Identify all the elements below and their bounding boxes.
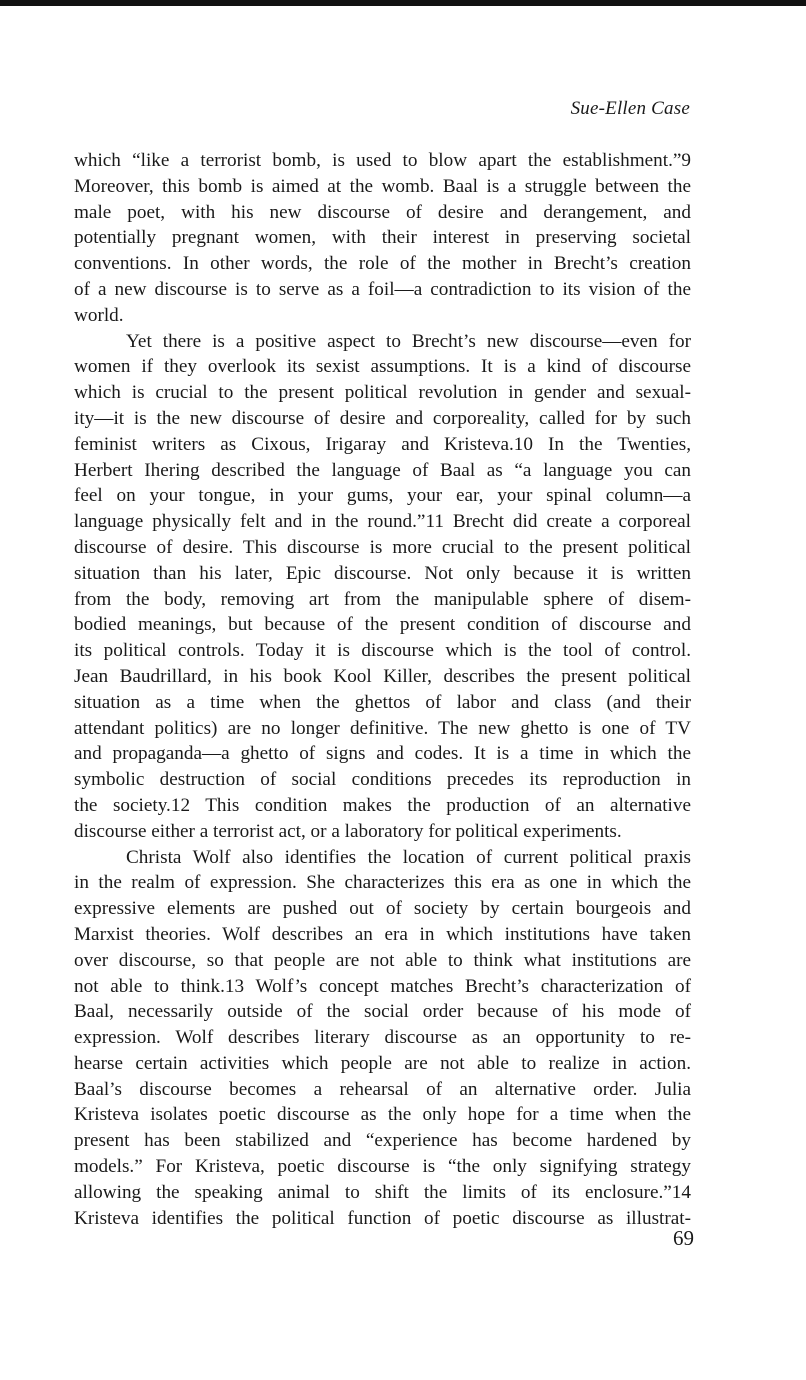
text-line: Jean Baudrillard, in his book Kool Killer, describes the present political: [74, 665, 691, 687]
text-line: feminist writers as Cixous, Irigaray and Kristeva.10 In the Twenties,: [74, 433, 691, 455]
text-line: which “like a terrorist bomb, is used to blow apart the establishment.”9: [74, 150, 691, 171]
text-line: world.: [74, 304, 124, 326]
text-line: not able to think.13 Wolf’s concept matches Brecht’s characterization of: [74, 975, 691, 997]
text-line: Kristeva isolates poetic discourse as the only hope for a time when the: [74, 1104, 691, 1126]
running-head: Sue-Ellen Case: [570, 98, 690, 119]
text-line: women if they overlook its sexist assumptions. It is a kind of discourse: [74, 356, 691, 378]
text-line: Baal, necessarily outside of the social order because of his mode of: [74, 1001, 691, 1023]
text-line: Marxist theories. Wolf describes an era in which institutions have taken: [74, 923, 691, 945]
text-line: in the realm of expression. She characterizes this era as one in which the: [74, 872, 691, 894]
text-line: language physically felt and in the round.”11 Brecht did create a corporeal: [74, 511, 691, 533]
text-line: present has been stabilized and “experience has become hardened by: [74, 1130, 691, 1152]
text-line: Moreover, this bomb is aimed at the womb. Baal is a struggle between the: [74, 175, 691, 197]
page-number: 69: [673, 1226, 694, 1250]
text-line: hearse certain activities which people are not able to realize in action.: [74, 1052, 691, 1074]
text-line: models.” For Kristeva, poetic discourse is “the only signifying strategy: [74, 1156, 691, 1178]
text-line: Herbert Ihering described the language of Baal as “a language you can: [74, 459, 691, 481]
text-line: discourse of desire. This discourse is more crucial to the present political: [74, 536, 691, 558]
text-line: which is crucial to the present political revolution in gender and sexual-: [74, 382, 691, 404]
text-line: and propaganda—a ghetto of signs and codes. It is a time in which the: [74, 743, 691, 765]
text-line: potentially pregnant women, with their interest in preserving societal: [74, 227, 691, 249]
text-line: bodied meanings, but because of the present condition of discourse and: [74, 614, 691, 636]
text-line: Kristeva identifies the political function of poetic discourse as illustrat-: [74, 1207, 691, 1229]
text-line: the society.12 This condition makes the production of an alternative: [74, 794, 691, 816]
text-line: expression. Wolf describes literary discourse as an opportunity to re-: [74, 1027, 691, 1049]
text-line: situation as a time when the ghettos of labor and class (and their: [74, 691, 691, 713]
text-line: male poet, with his new discourse of desire and derangement, and: [74, 201, 691, 223]
text-line: from the body, removing art from the manipulable sphere of disem-: [74, 588, 691, 610]
text-line: discourse either a terrorist act, or a laboratory for political experiments.: [74, 820, 622, 842]
text-line: Yet there is a positive aspect to Brecht’s new discourse—even for: [126, 330, 691, 352]
text-line: expressive elements are pushed out of society by certain bourgeois and: [74, 898, 691, 920]
text-line: Christa Wolf also identifies the location of current political praxis: [126, 846, 691, 868]
text-line: conventions. In other words, the role of the mother in Brecht’s creation: [74, 253, 691, 275]
text-line: situation than his later, Epic discourse. Not only because it is written: [74, 562, 691, 584]
top-border-rule: [0, 0, 806, 6]
body-text: [74, 148, 691, 1231]
text-line: of a new discourse is to serve as a foil—a contradiction to its vision of the: [74, 278, 691, 300]
text-line: symbolic destruction of social conditions precedes its reproduction in: [74, 769, 691, 791]
text-line: feel on your tongue, in your gums, your ear, your spinal column—a: [74, 485, 691, 507]
text-line: its political controls. Today it is discourse which is the tool of control.: [74, 640, 691, 662]
text-line: ity—it is the new discourse of desire and corporeality, called for by such: [74, 407, 691, 429]
text-line: attendant politics) are no longer definitive. The new ghetto is one of TV: [74, 717, 691, 739]
text-line: allowing the speaking animal to shift the limits of its enclosure.”14: [74, 1181, 691, 1203]
text-line: Baal’s discourse becomes a rehearsal of an alternative order. Julia: [74, 1078, 691, 1100]
text-line: over discourse, so that people are not able to think what institutions are: [74, 949, 691, 971]
